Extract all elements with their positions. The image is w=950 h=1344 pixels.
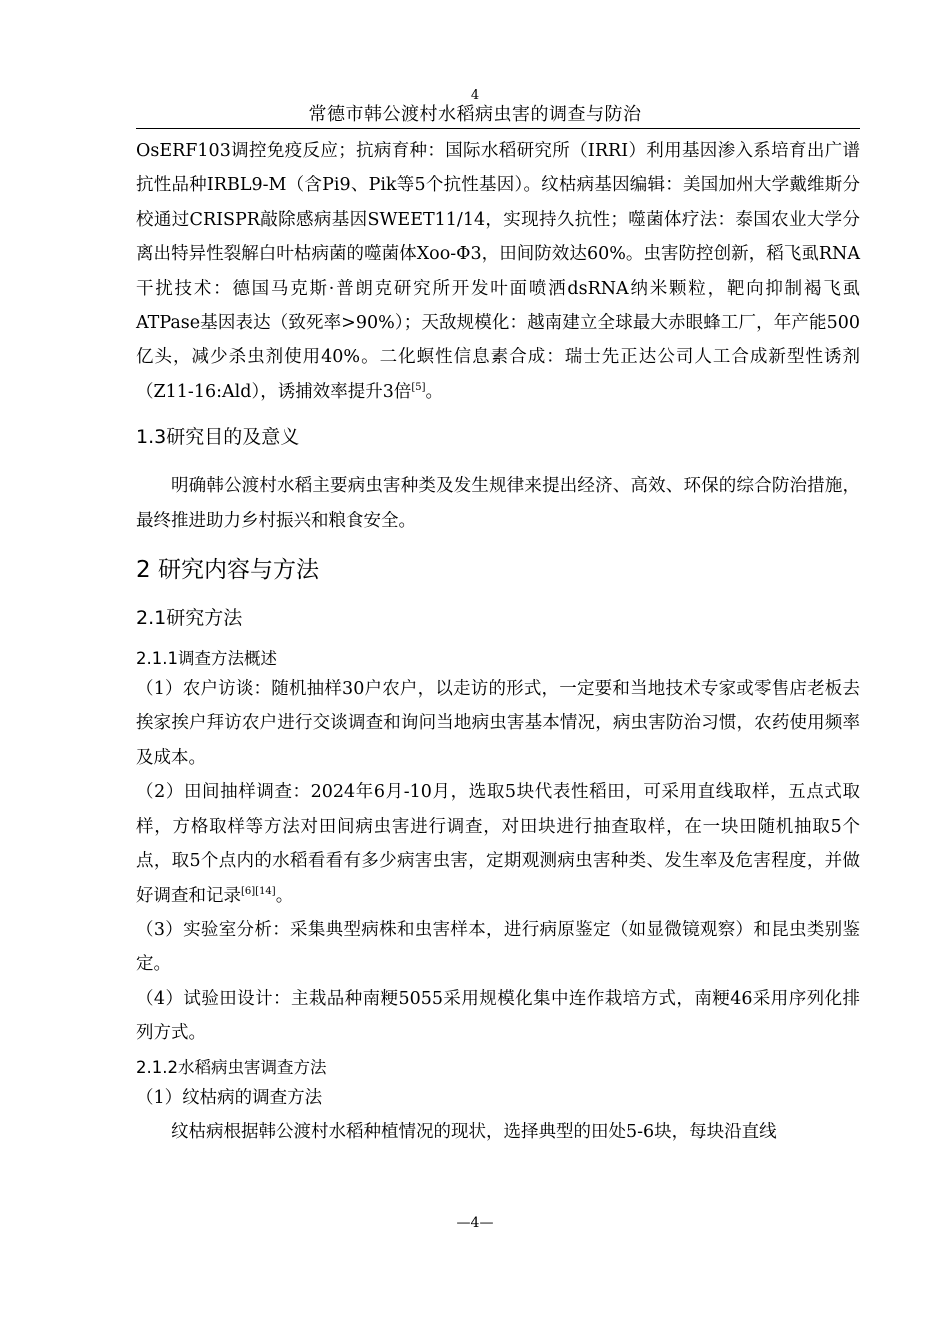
heading-1-3: 1.3研究目的及意义 bbox=[136, 426, 300, 449]
paragraph-research-status bbox=[136, 134, 860, 409]
paragraph-end: 。 bbox=[425, 381, 443, 402]
list-item-field-sampling bbox=[136, 775, 860, 913]
header-rule bbox=[136, 128, 860, 129]
heading-2-1-1: 2.1.1调查方法概述 bbox=[136, 649, 277, 669]
paragraph-end: 。 bbox=[275, 885, 294, 906]
paragraph-sheath-blight-method: 纹枯病根据韩公渡村水稻种植情况的现状，选择典型的田处5-6块，每块沿直线 bbox=[171, 1121, 777, 1142]
heading-2-1: 2.1研究方法 bbox=[136, 607, 243, 630]
page-content bbox=[136, 134, 860, 1149]
header-title: 常德市韩公渡村水稻病虫害的调查与防治 bbox=[308, 104, 642, 125]
heading-2: 2 研究内容与方法 bbox=[136, 557, 319, 584]
list-item-interview: （1）农户访谈：随机抽样30户农户，以走访的形式，一定要和当地技术专家或零售店老板去挨家挨户拜访农户进行交谈调查和询问当地病虫害基本情况，病虫害防治习惯，农药使用频率及成本。 bbox=[136, 679, 860, 768]
footer-page-number: —4— bbox=[456, 1215, 494, 1231]
list-item-lab-analysis: （3）实验室分析：采集典型病株和虫害样本，进行病原鉴定（如显微镜观察）和昆虫类别鉴定。 bbox=[136, 919, 860, 975]
list-item-sheath-blight: （1）纹枯病的调查方法 bbox=[136, 1087, 323, 1108]
paragraph-text: （2）田间抽样调查：2024年6月-10月，选取5块代表性稻田，可采用直线取样，五点式取样，方格取样等方法对田间病虫害进行调查，对田块进行抽查取样，在一块田随机抽取5个点，取5个点内的水稻看看有多少病害虫害，定期观测病虫害种类、发生率及危害程度，并做好调查和记录 bbox=[136, 782, 860, 906]
header-page-number: 4 bbox=[470, 88, 480, 103]
citation: [5] bbox=[411, 382, 426, 394]
heading-2-1-2: 2.1.2水稻病虫害调查方法 bbox=[136, 1057, 327, 1077]
list-item-test-field: （4）试验田设计：主栽品种南粳5055采用规模化集中连作栽培方式，南粳46采用序列化排列方式。 bbox=[136, 988, 860, 1044]
citation: [6][14] bbox=[241, 885, 276, 897]
paragraph-purpose: 明确韩公渡村水稻主要病虫害种类及发生规律来提出经济、高效、环保的综合防治措施，最终推进助力乡村振兴和粮食安全。 bbox=[136, 476, 860, 531]
paragraph-text: OsERF103调控免疫反应；抗病育种：国际水稻研究所（IRRI）利用基因渗入系培育出广谱抗性品种IRBL9-M（含Pi9、Pik等5个抗性基因）。纹枯病基因编辑：美国加州大学戴维斯分校通过CRISPR敲除感病基因SWEET11/14，实现持久抗性；噬菌体疗法：泰国农业大学分离出特异性裂解白叶枯病菌的噬菌体Xoo-Φ3，田间防效达60%。虫害防控创新，稻飞虱RNA干扰技术：德国马克斯·普朗克研究所开发叶面喷洒dsRNA纳米颗粒，靶向抑制褐飞虱ATPase基因表达（致死率>90%）；天敌规模化：越南建立全球最大赤眼蜂工厂，年产能500亿头，减少杀虫剂使用40%。二化螟性信息素合成：瑞士先正达公司人工合成新型性诱剂（Z11-16:Ald），诱捕效率提升3倍 bbox=[136, 141, 860, 402]
